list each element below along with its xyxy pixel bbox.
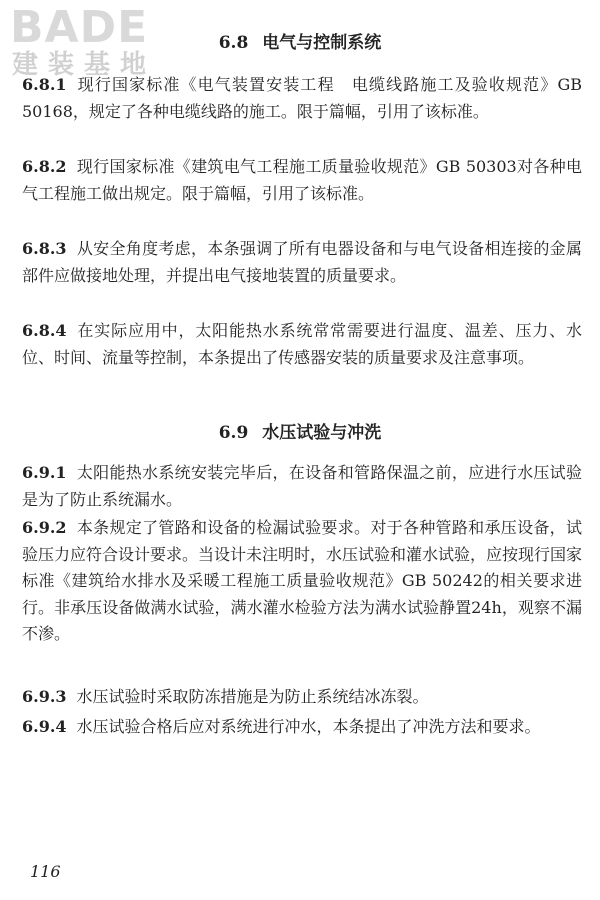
clause-6-8-1 xyxy=(22,72,582,125)
section-title: 水压试验与冲洗 xyxy=(262,423,382,443)
section-heading-6-8 xyxy=(0,31,600,55)
clause-6-9-4 xyxy=(22,714,582,741)
clause-number: 6.8.4 xyxy=(22,321,67,340)
clause-number: 6.8.2 xyxy=(22,157,67,176)
watermark-latin-text: BADE xyxy=(10,2,149,53)
clause-number: 6.9.2 xyxy=(22,518,67,537)
clause-6-9-2 xyxy=(22,515,582,648)
clause-text: 太阳能热水系统安装完毕后，在设备和管路保温之前，应进行水压试验是为了防止系统漏水。 xyxy=(22,463,582,509)
section-number: 6.9 xyxy=(218,423,249,443)
clause-6-9-3 xyxy=(22,684,582,711)
clause-6-9-1 xyxy=(22,460,582,513)
clause-6-8-2 xyxy=(22,154,582,207)
clause-text: 在实际应用中，太阳能热水系统常常需要进行温度、温差、压力、水位、时间、流量等控制，本条提出了传感器安装的质量要求及注意事项。 xyxy=(22,321,582,367)
clause-text: 本条规定了管路和设备的检漏试验要求。对于各种管路和承压设备，试验压力应符合设计要求。当设计未注明时，水压试验和灌水试验，应按现行国家标准《建筑给水排水及采暖工程施工质量验收规范》GB 50242的相关要求进行。非承压设备做满水试验，满水灌水检验方法为满水试验静置24h，观察不漏不渗。 xyxy=(22,518,583,644)
section-title: 电气与控制系统 xyxy=(262,33,382,53)
clause-text: 水压试验合格后应对系统进行冲水，本条提出了冲洗方法和要求。 xyxy=(76,717,541,736)
clause-number: 6.8.1 xyxy=(22,75,67,94)
clause-number: 6.9.4 xyxy=(22,717,67,736)
section-heading-6-9 xyxy=(0,421,600,445)
watermark-chinese-text: 建装基地 xyxy=(12,50,157,80)
clause-number: 6.9.1 xyxy=(22,463,67,482)
clause-text: 现行国家标准《电气装置安装工程 电缆线路施工及验收规范》GB 50168，规定了各种电缆线路的施工。限于篇幅，引用了该标准。 xyxy=(22,75,582,121)
clause-text: 水压试验时采取防冻措施是为防止系统结冰冻裂。 xyxy=(76,687,429,706)
clause-number: 6.9.3 xyxy=(22,687,67,706)
page-number: 116 xyxy=(30,862,61,881)
clause-number: 6.8.3 xyxy=(22,239,67,258)
clause-6-8-4 xyxy=(22,318,582,371)
clause-text: 现行国家标准《建筑电气工程施工质量验收规范》GB 50303对各种电气工程施工做出规定。限于篇幅，引用了该标准。 xyxy=(22,157,582,203)
clause-6-8-3 xyxy=(22,236,582,289)
clause-text: 从安全角度考虑，本条强调了所有电器设备和与电气设备相连接的金属部件应做接地处理，并提出电气接地装置的质量要求。 xyxy=(22,239,582,285)
section-number: 6.8 xyxy=(218,33,249,53)
